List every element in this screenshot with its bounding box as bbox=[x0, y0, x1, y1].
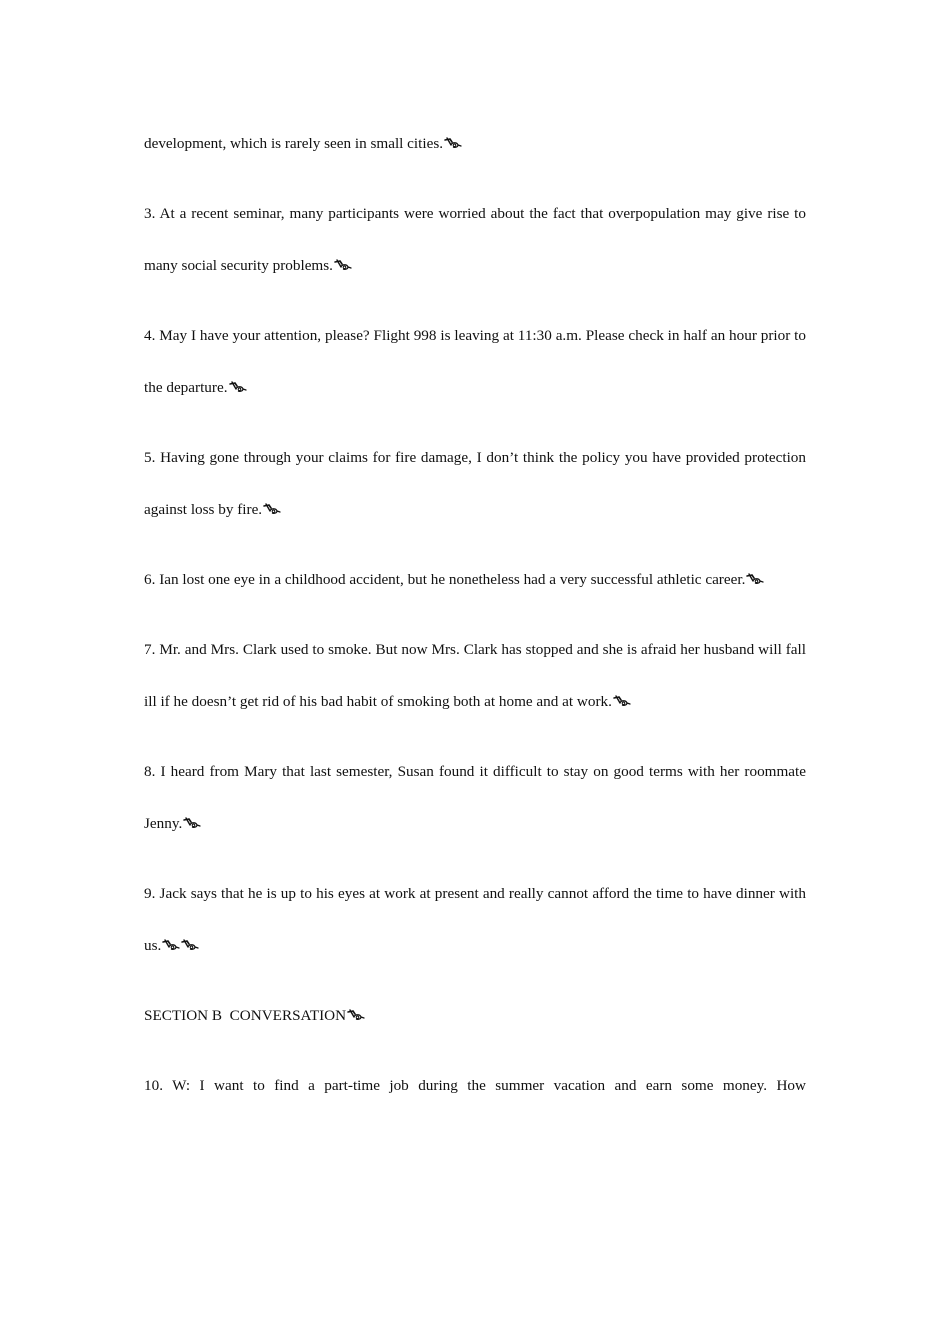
paragraph-mark-icon bbox=[334, 259, 352, 271]
paragraph-item-10 bbox=[144, 1060, 806, 1112]
paragraph-mark-icon bbox=[162, 939, 180, 951]
paragraph-mark-icon bbox=[181, 939, 199, 951]
paragraph-mark-icon bbox=[613, 695, 631, 707]
paragraph-continuation bbox=[144, 118, 806, 170]
paragraph-item-4 bbox=[144, 310, 806, 414]
document-body bbox=[144, 118, 806, 1130]
paragraph-text: 7. Mr. and Mrs. Clark used to smoke. But now Mrs. Clark has stopped and she is afraid her husband will fall ill if he doesn’t get rid of his bad habit of smoking both at home and at work. bbox=[144, 641, 806, 710]
paragraph-text: 4. May I have your attention, please? Flight 998 is leaving at 11:30 a.m. Please check in half an hour prior to the departure. bbox=[144, 327, 806, 396]
paragraph-mark-icon bbox=[746, 573, 764, 585]
section-heading bbox=[144, 990, 806, 1042]
paragraph-mark-icon bbox=[263, 503, 281, 515]
paragraph-text: 5. Having gone through your claims for fire damage, I don’t think the policy you have provided protection against loss by fire. bbox=[144, 449, 806, 518]
paragraph-item-8 bbox=[144, 746, 806, 850]
paragraph-text: 9. Jack says that he is up to his eyes at work at present and really cannot afford the time to have dinner with us. bbox=[144, 885, 806, 954]
paragraph-mark-icon bbox=[183, 817, 201, 829]
paragraph-item-5 bbox=[144, 432, 806, 536]
paragraph-text: 6. Ian lost one eye in a childhood accident, but he nonetheless had a very successful athletic career. bbox=[144, 571, 746, 588]
paragraph-text: 10. W: I want to find a part-time job during the summer vacation and earn some money. How bbox=[144, 1077, 806, 1094]
paragraph-mark-icon bbox=[444, 137, 462, 149]
paragraph-mark-icon bbox=[229, 381, 247, 393]
section-heading-text: SECTION B CONVERSATION bbox=[144, 1007, 347, 1024]
paragraph-item-9 bbox=[144, 868, 806, 972]
paragraph-mark-icon bbox=[347, 1009, 365, 1021]
paragraph-item-7 bbox=[144, 624, 806, 728]
paragraph-text: 8. I heard from Mary that last semester, Susan found it difficult to stay on good terms with her roommate Jenny. bbox=[144, 763, 806, 832]
paragraph-item-3 bbox=[144, 188, 806, 292]
paragraph-item-6 bbox=[144, 554, 806, 606]
paragraph-text: 3. At a recent seminar, many participants were worried about the fact that overpopulation may give rise to many social security problems. bbox=[144, 205, 806, 274]
paragraph-text: development, which is rarely seen in small cities. bbox=[144, 135, 444, 152]
